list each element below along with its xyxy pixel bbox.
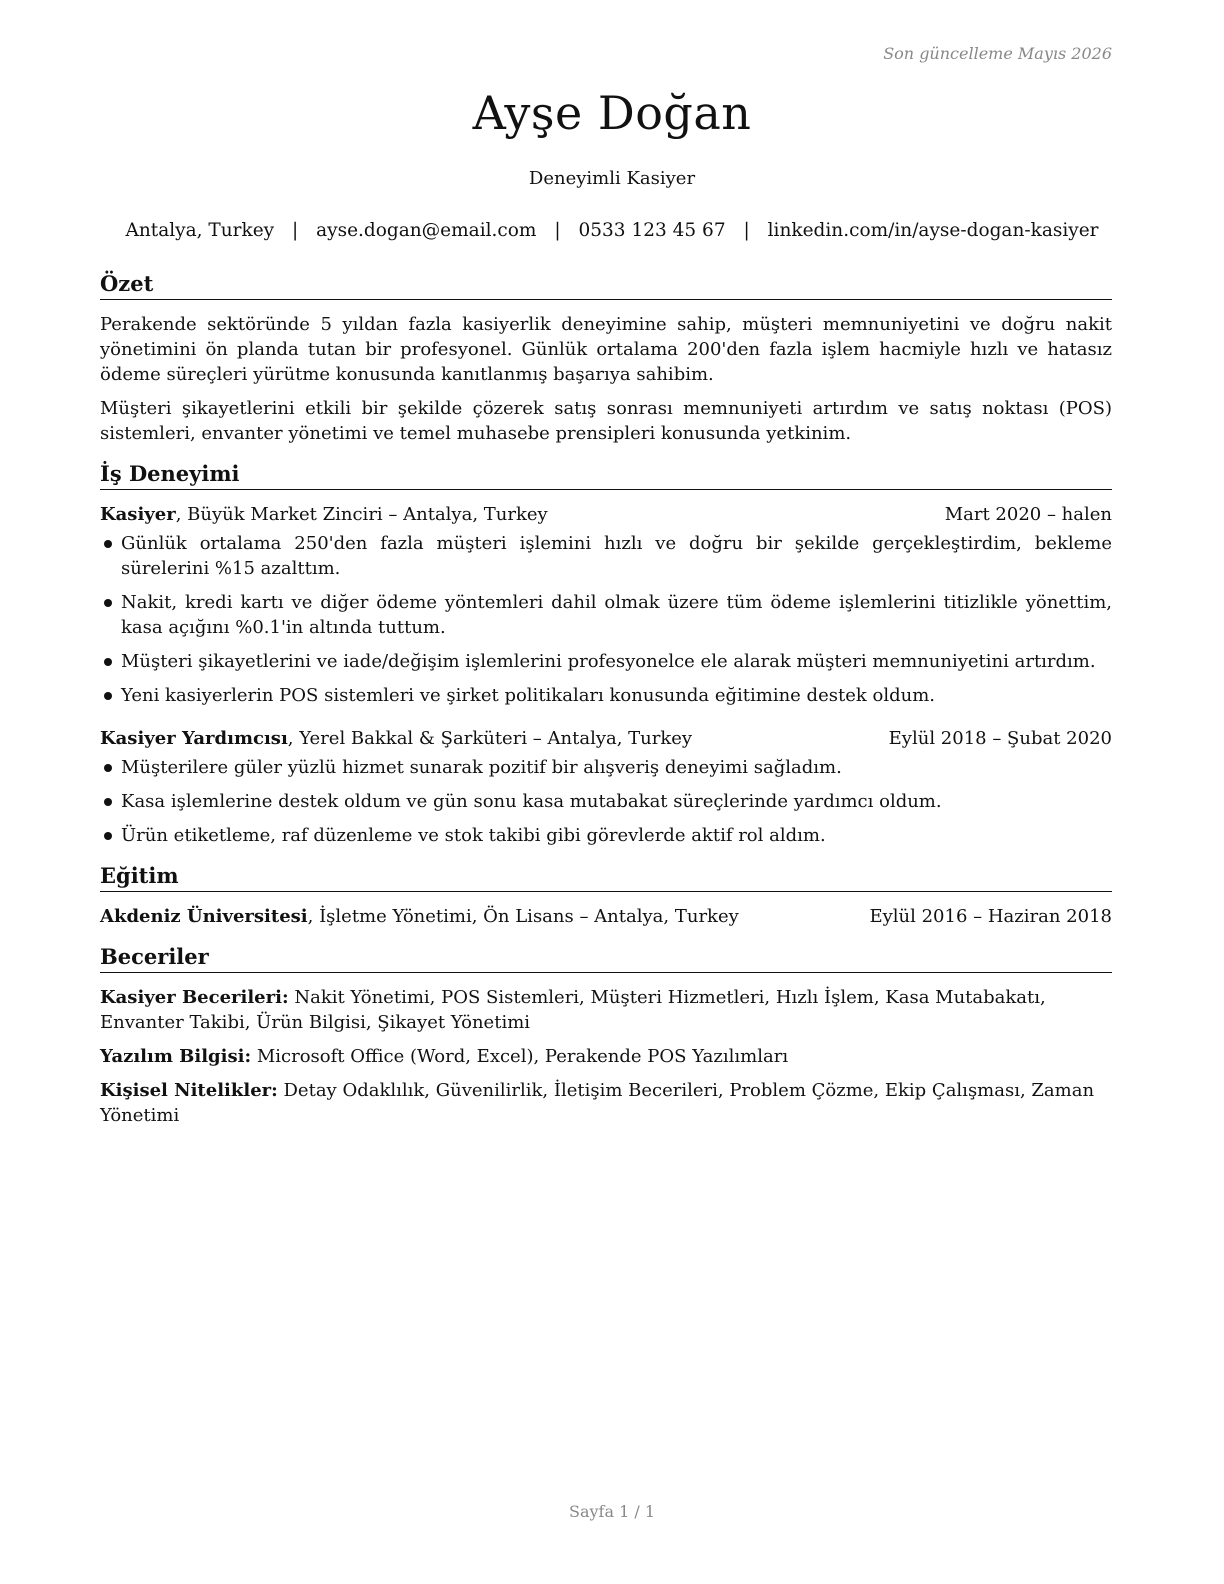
skill-label: Kişisel Nitelikler: <box>100 1080 278 1101</box>
job-company: , Yerel Bakkal & Şarküteri – Antalya, Turkey <box>287 728 693 749</box>
candidate-name: Ayşe Doğan <box>472 86 752 140</box>
contact-separator: | <box>743 220 750 241</box>
skill-value: Microsoft Office (Word, Excel), Perakende POS Yazılımları <box>251 1046 789 1067</box>
last-updated: Son güncelleme Mayıs 2026 <box>883 44 1112 63</box>
job-bullet: Yeni kasiyerlerin POS sistemleri ve şirket politikaları konusunda eğitimine destek oldum. <box>100 683 1112 708</box>
section-title-experience: İş Deneyimi <box>100 460 1112 490</box>
experience-section <box>100 460 1112 848</box>
job-bullet: Günlük ortalama 250'den fazla müşteri işlemini hızlı ve doğru bir şekilde gerçekleştirdim, bekleme sürelerini %15 azalttım. <box>100 531 1112 581</box>
skill-label: Yazılım Bilgisi: <box>100 1046 252 1067</box>
job-dates: Mart 2020 – halen <box>944 504 1112 525</box>
resume-body <box>100 270 1112 1142</box>
job-bullet: Kasa işlemlerine destek oldum ve gün sonu kasa mutabakat süreçlerinde yardımcı oldum. <box>100 789 1112 814</box>
education-dates: Eylül 2016 – Haziran 2018 <box>869 906 1112 927</box>
contact-separator: | <box>291 220 299 241</box>
job-header <box>100 502 1112 527</box>
skill-row <box>100 1044 1112 1069</box>
skill-label: Kasiyer Becerileri: <box>100 987 289 1008</box>
section-title-summary: Özet <box>100 270 1112 300</box>
summary-paragraph: Müşteri şikayetlerini etkili bir şekilde çözerek satış sonrası memnuniyeti artırdım ve satış noktası (POS) sistemleri, envanter yönetimi ve temel muhasebe prensipleri konusunda yetkinim. <box>100 398 1112 444</box>
contact-line <box>0 220 1224 241</box>
job-title-line <box>100 502 548 527</box>
section-title-skills: Beceriler <box>100 943 1112 973</box>
job-role: Kasiyer <box>100 504 176 525</box>
headline: Deneyimli Kasiyer <box>528 168 696 189</box>
contact-email[interactable]: ayse.dogan@email.com <box>316 220 537 241</box>
contact-separator: | <box>554 220 561 241</box>
job-bullet: Nakit, kredi kartı ve diğer ödeme yöntemleri dahil olmak üzere tüm ödeme işlemlerini titizlikle yönettim, kasa açığını %0.1'in altında tuttum. <box>100 590 1112 640</box>
skills-section <box>100 943 1112 1128</box>
job-bullet: Müşterilere güler yüzlü hizmet sunarak pozitif bir alışveriş deneyimi sağladım. <box>100 755 1112 780</box>
job-bullet: Müşteri şikayetlerini ve iade/değişim işlemlerini profesyonelce ele alarak müşteri memnuniyetini artırdım. <box>100 649 1112 674</box>
job-entry <box>100 726 1112 848</box>
education-section <box>100 862 1112 929</box>
section-title-education: Eğitim <box>100 862 1112 892</box>
contact-phone[interactable]: 0533 123 45 67 <box>578 220 726 241</box>
education-school: Akdeniz Üniversitesi <box>100 906 308 927</box>
page-number: Sayfa 1 / 1 <box>568 1502 655 1521</box>
contact-location: Antalya, Turkey <box>125 220 275 241</box>
education-entry <box>100 904 1112 929</box>
job-entry <box>100 502 1112 708</box>
job-role: Kasiyer Yardımcısı <box>100 728 288 749</box>
job-dates: Eylül 2018 – Şubat 2020 <box>888 728 1112 749</box>
job-header <box>100 726 1112 751</box>
education-details: , İşletme Yönetimi, Ön Lisans – Antalya, Turkey <box>307 906 739 927</box>
skill-value: Detay Odaklılık, Güvenilirlik, İletişim Becerileri, Problem Çözme, Ekip Çalışması, Zaman Yönetimi <box>100 1080 1095 1126</box>
skill-row <box>100 985 1112 1035</box>
job-company: , Büyük Market Zinciri – Antalya, Turkey <box>175 504 548 525</box>
summary-section <box>100 270 1112 446</box>
skill-row <box>100 1078 1112 1128</box>
job-title-line <box>100 726 692 751</box>
summary-paragraph: Perakende sektöründe 5 yıldan fazla kasiyerlik deneyimine sahip, müşteri memnuniyetini ve doğru nakit yönetimini ön planda tutan bir profesyonel. Günlük ortalama 200'den fazla işlem hacmiyle hızlı ve hatasız ödeme süreçleri yürütme konusunda kanıtlanmış başarıya sahibim. <box>100 314 1112 385</box>
skill-value: Nakit Yönetimi, POS Sistemleri, Müşteri Hizmetleri, Hızlı İşlem, Kasa Mutabakatı, Envanter Takibi, Ürün Bilgisi, Şikayet Yönetimi <box>100 987 1046 1033</box>
job-bullets <box>100 755 1112 848</box>
contact-linkedin[interactable]: linkedin.com/in/ayse-dogan-kasiyer <box>767 220 1099 241</box>
job-bullet: Ürün etiketleme, raf düzenleme ve stok takibi gibi görevlerde aktif rol aldım. <box>100 823 1112 848</box>
job-bullets <box>100 531 1112 708</box>
education-line <box>100 904 739 929</box>
